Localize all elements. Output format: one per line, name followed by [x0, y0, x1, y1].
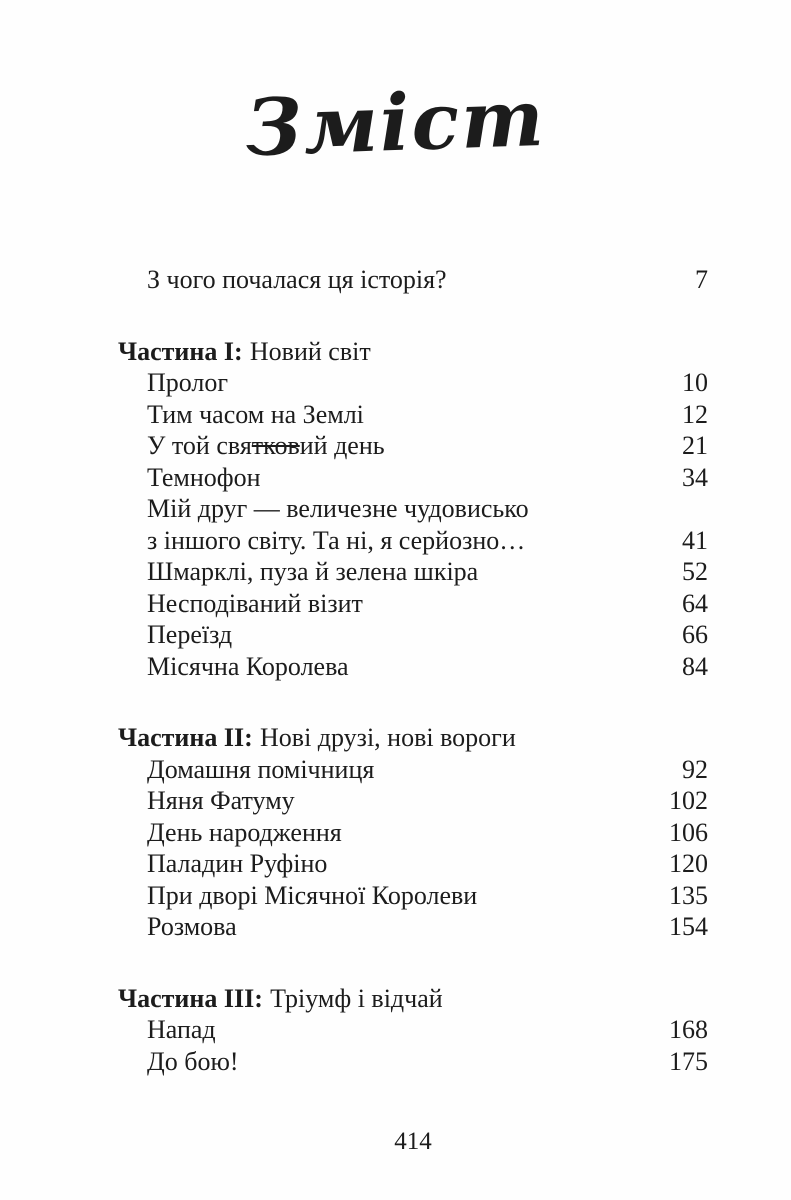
toc-entry-label: Мій друг — величезне чудовисько — [147, 494, 529, 523]
toc-entry-label: Несподіваний візит — [147, 588, 363, 618]
toc-entry-text — [147, 367, 670, 399]
toc-entry-page-number: 168 — [669, 1015, 708, 1044]
toc-entry-label: Няня Фатуму — [147, 786, 295, 815]
toc-entry-label: Домашня помічниця — [147, 754, 375, 784]
toc-entry-label: Переїзд — [147, 620, 233, 649]
toc-entry-page-number: 41 — [682, 525, 708, 555]
toc-entry — [118, 880, 708, 912]
section-heading-title: Тріумф і відчай — [270, 983, 443, 1013]
toc-entry-text — [147, 848, 657, 880]
toc-section — [118, 983, 708, 1078]
toc-entry-page-number: 10 — [682, 368, 708, 397]
toc-entry-page-number: 120 — [669, 849, 708, 878]
toc-entry-label-struck: тков — [251, 431, 300, 460]
toc-entry — [118, 493, 708, 556]
table-of-contents — [118, 264, 708, 1077]
toc-section-heading — [118, 983, 708, 1015]
toc-entry — [118, 785, 708, 817]
toc-entry-page-number: 12 — [682, 399, 708, 429]
toc-entry-text — [147, 619, 670, 651]
toc-section-heading — [118, 336, 708, 368]
toc-entry — [118, 911, 708, 943]
toc-entry-page-number: 84 — [682, 651, 708, 681]
toc-entry-label: Розмова — [147, 912, 237, 941]
toc-entry-text — [147, 1014, 657, 1046]
toc-entry-text — [147, 493, 670, 556]
toc-entry-text — [147, 556, 670, 588]
toc-section — [118, 336, 708, 683]
toc-entry — [118, 619, 708, 651]
toc-entry — [118, 1014, 708, 1046]
toc-entry-text — [147, 430, 670, 462]
toc-entry-page-number: 64 — [682, 588, 708, 618]
section-heading-title: Нові друзі, нові вороги — [260, 723, 516, 752]
toc-entry — [118, 556, 708, 588]
toc-entry-label: Тим часом на Землі — [147, 399, 364, 429]
section-heading-part-label: Частина I: — [118, 336, 243, 366]
toc-entry-label: Місячна Королева — [147, 651, 349, 681]
toc-entry-label: ий день — [299, 431, 385, 460]
toc-entry-label: Паладин Руфіно — [147, 849, 328, 878]
toc-entry-text — [147, 399, 670, 431]
toc-entry-label: З чого почалася ця історія? — [147, 265, 447, 294]
toc-entry-text — [147, 651, 670, 683]
toc-entry-text — [147, 1046, 657, 1078]
toc-entry-page-number: 66 — [682, 620, 708, 649]
toc-entry — [118, 817, 708, 849]
toc-entry-label: Шмарклі, пуза й зелена шкіра — [147, 557, 479, 586]
toc-entry — [118, 264, 708, 296]
toc-entry-label: До бою! — [147, 1046, 239, 1076]
toc-entry-page-number: 175 — [669, 1046, 708, 1076]
toc-entry — [118, 367, 708, 399]
toc-entry-page-number: 154 — [669, 912, 708, 941]
toc-entry-page-number: 102 — [669, 786, 708, 815]
toc-entry — [118, 848, 708, 880]
page-number: 414 — [394, 1128, 432, 1155]
section-heading-part-label: Частина III: — [118, 983, 263, 1013]
toc-entry-text — [147, 880, 657, 912]
toc-entry — [118, 754, 708, 786]
toc-entry-label: У той свя — [147, 431, 252, 460]
toc-entry-text — [147, 462, 670, 494]
section-heading-title: Новий світ — [249, 336, 371, 366]
toc-entry-label: Напад — [147, 1015, 216, 1044]
toc-entry — [118, 1046, 708, 1078]
toc-entry — [118, 588, 708, 620]
toc-entry-text — [147, 264, 683, 296]
toc-entry-page-number: 106 — [669, 817, 708, 847]
toc-entry-text — [147, 588, 670, 620]
toc-entry-text — [147, 911, 657, 943]
toc-section-heading — [118, 722, 708, 754]
page-title: Зміст — [243, 72, 548, 175]
toc-entry-text — [147, 754, 670, 786]
toc-entry — [118, 651, 708, 683]
toc-entry-page-number: 52 — [682, 557, 708, 586]
toc-entry-label-continuation: з іншого світу. Та ні, я серйозно… — [147, 525, 526, 555]
toc-entry-label: Темнофон — [147, 462, 261, 492]
toc-entry — [118, 430, 708, 462]
toc-entry-text — [147, 817, 657, 849]
toc-entry-label: Пролог — [147, 368, 229, 397]
toc-section — [118, 722, 708, 943]
toc-entry-page-number: 7 — [695, 265, 708, 294]
toc-entry — [118, 399, 708, 431]
toc-entry-label: При дворі Місячної Королеви — [147, 880, 478, 910]
toc-entry-label: День народження — [147, 817, 342, 847]
toc-entry-page-number: 92 — [682, 754, 708, 784]
toc-entry-page-number: 135 — [669, 880, 708, 910]
toc-entry-page-number: 34 — [682, 462, 708, 492]
toc-entry-page-number: 21 — [682, 431, 708, 460]
toc-entry — [118, 462, 708, 494]
section-heading-part-label: Частина II: — [118, 723, 253, 752]
toc-entry-text — [147, 785, 657, 817]
